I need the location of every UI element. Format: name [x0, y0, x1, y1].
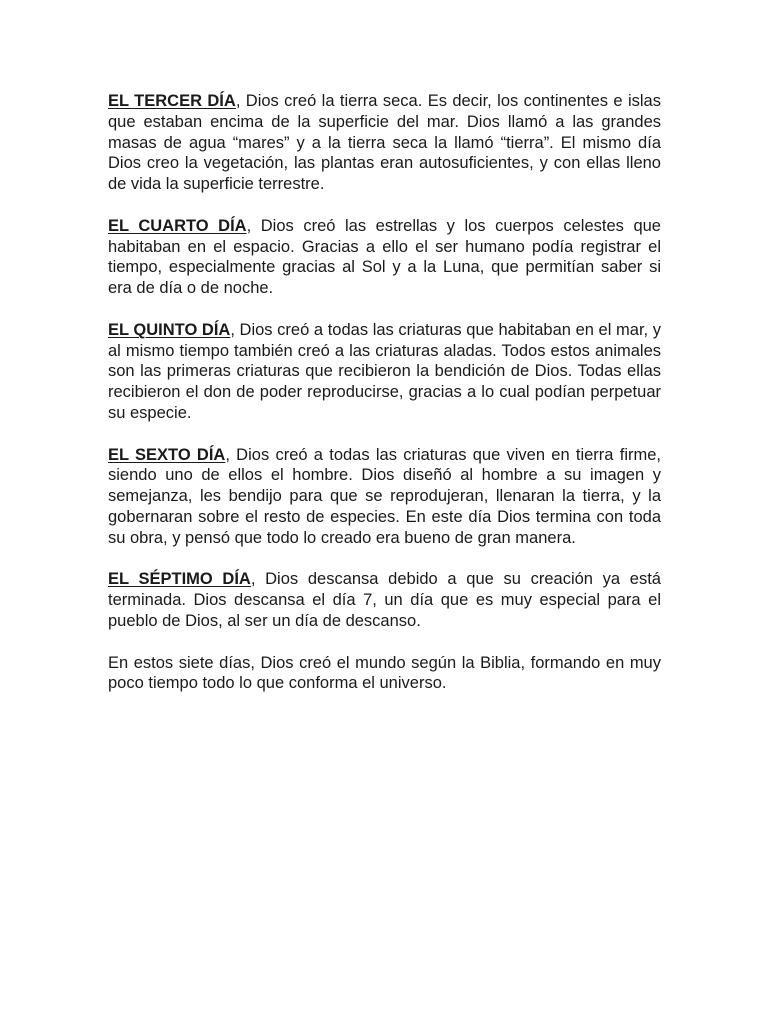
document-page	[108, 91, 661, 715]
heading-fifth-day: EL QUINTO DÍA	[108, 320, 231, 339]
heading-seventh-day: EL SÉPTIMO DÍA	[108, 570, 251, 589]
heading-third-day: EL TERCER DÍA	[108, 92, 236, 110]
paragraph-text: , Dios creó la tierra seca. Es decir, los continentes e islas que estaban encima de la superficie del mar. Dios llamó a las grandes masas de agua “mares” y a la tierra seca la llamó “tierra”. El mismo día Dios creo la vegetación, las plantas eran autosuficientes, y con ellas lleno de vida la superficie terrestre.	[108, 92, 661, 194]
paragraph-fourth-day	[108, 216, 661, 299]
heading-fourth-day: EL CUARTO DÍA	[108, 216, 247, 235]
paragraph-conclusion	[108, 653, 661, 695]
paragraph-text: , Dios creó las estrellas y los cuerpos celestes que habitaban en el espacio. Gracias a ello el ser humano podía registrar el tiempo, especialmente gracias al Sol y a la Luna, que permitían saber si era de día o de noche.	[108, 216, 661, 298]
paragraph-third-day	[108, 91, 661, 195]
paragraph-seventh-day	[108, 569, 661, 631]
paragraph-text: En estos siete días, Dios creó el mundo según la Biblia, formando en muy poco tiempo todo lo que conforma el universo.	[108, 653, 661, 693]
paragraph-sixth-day	[108, 445, 661, 549]
paragraph-text: , Dios creó a todas las criaturas que habitaban en el mar, y al mismo tiempo también creó a las criaturas aladas. Todos estos animales son las primeras criaturas que recibieron la bendición de Dios. Todas ellas recibieron el don de poder reproducirse, gracias a lo cual podían perpetuar su especie.	[108, 320, 661, 422]
paragraph-text: , Dios descansa debido a que su creación ya está terminada. Dios descansa el día 7, un día que es muy especial para el pueblo de Dios, al ser un día de descanso.	[108, 570, 661, 630]
heading-sixth-day: EL SEXTO DÍA	[108, 445, 226, 464]
paragraph-text: , Dios creó a todas las criaturas que viven en tierra firme, siendo uno de ellos el hombre. Dios diseñó al hombre a su imagen y semejanza, les bendijo para que se reprodujeran, llenaran la tierra, y la gobernaran sobre el resto de especies. En este día Dios termina con toda su obra, y pensó que todo lo creado era bueno de gran manera.	[108, 445, 661, 547]
paragraph-fifth-day	[108, 320, 661, 424]
